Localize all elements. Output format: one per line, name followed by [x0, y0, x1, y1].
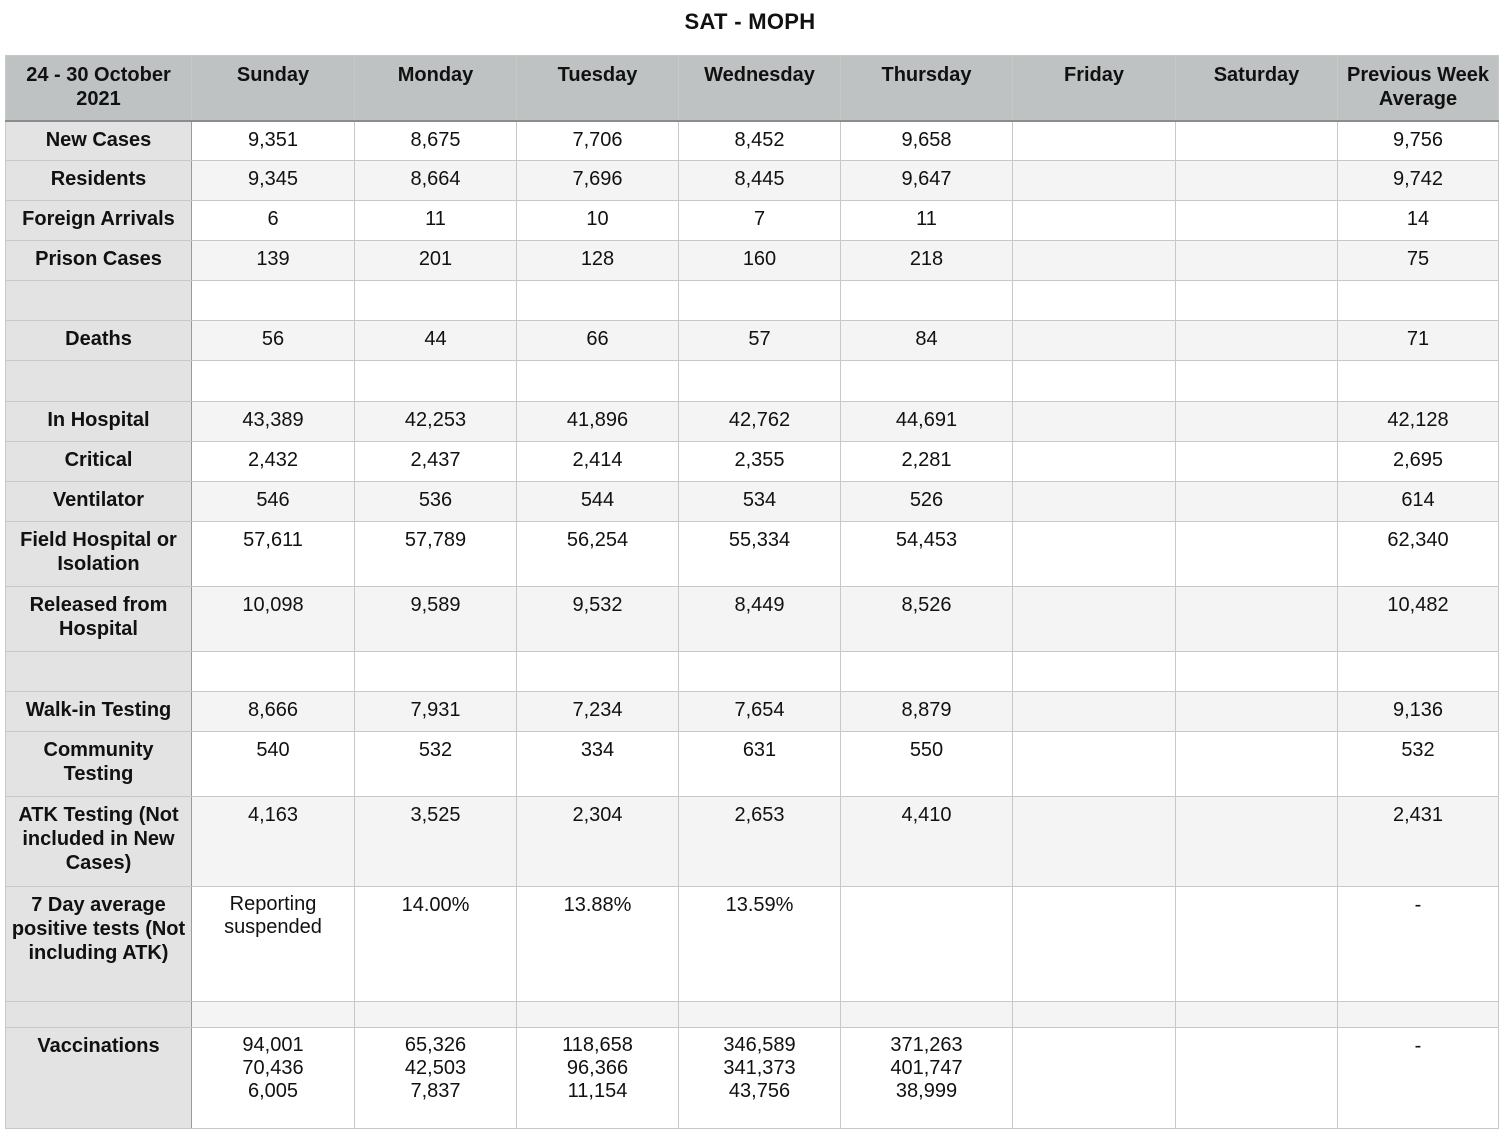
dose-2: 341,373	[723, 1057, 796, 1079]
cell-friday	[1013, 121, 1176, 161]
cell-thursday: 550	[841, 732, 1013, 797]
cell-sunday	[192, 1028, 355, 1129]
cell-saturday	[1176, 321, 1338, 361]
dose-2: 401,747	[890, 1057, 963, 1079]
cell-monday	[355, 1028, 517, 1129]
cell-friday	[1013, 241, 1176, 281]
cell-wednesday: 160	[679, 241, 841, 281]
cell-thursday: 54,453	[841, 522, 1013, 587]
cell-monday: 44	[355, 321, 517, 361]
cell-tuesday: 13.88%	[517, 887, 679, 1002]
cell-monday: 536	[355, 482, 517, 522]
cell-saturday	[1176, 692, 1338, 732]
cell-sunday: 56	[192, 321, 355, 361]
row-positive-rate	[6, 887, 1499, 1002]
cell-tuesday: 41,896	[517, 402, 679, 442]
cell-tuesday: 66	[517, 321, 679, 361]
row-label: Foreign Arrivals	[6, 201, 192, 241]
cell-saturday	[1176, 732, 1338, 797]
cell-sunday: 546	[192, 482, 355, 522]
dose-1: 65,326	[404, 1034, 467, 1056]
row-label: Prison Cases	[6, 241, 192, 281]
row-label: ATK Testing (Not included in New Cases)	[6, 797, 192, 887]
row-label: New Cases	[6, 121, 192, 161]
cell-thursday	[841, 887, 1013, 1002]
cell-prev-avg: 62,340	[1338, 522, 1499, 587]
cell-friday	[1013, 732, 1176, 797]
cell-prev-avg: 614	[1338, 482, 1499, 522]
cell-tuesday: 7,696	[517, 161, 679, 201]
cell-monday: 532	[355, 732, 517, 797]
cell-saturday	[1176, 241, 1338, 281]
dose-3: 38,999	[895, 1080, 958, 1102]
cell-thursday: 4,410	[841, 797, 1013, 887]
dose-1: 94,001	[242, 1034, 304, 1056]
cell-friday	[1013, 522, 1176, 587]
covid-stats-table	[5, 55, 1499, 1129]
day-header-monday: Monday	[355, 56, 517, 121]
row-community-testing	[6, 732, 1499, 797]
cell-sunday: 9,351	[192, 121, 355, 161]
cell-prev-avg: 75	[1338, 241, 1499, 281]
cell-tuesday: 9,532	[517, 587, 679, 652]
cell-thursday: 218	[841, 241, 1013, 281]
cell-wednesday: 534	[679, 482, 841, 522]
cell-tuesday: 2,414	[517, 442, 679, 482]
dose-2: 42,503	[404, 1057, 467, 1079]
row-label: Vaccinations	[6, 1028, 192, 1129]
dose-3: 6,005	[247, 1080, 299, 1102]
cell-prev-avg: -	[1338, 887, 1499, 1002]
cell-friday	[1013, 161, 1176, 201]
row-label: Field Hospital or Isolation	[6, 522, 192, 587]
cell-wednesday: 8,449	[679, 587, 841, 652]
cell-friday	[1013, 321, 1176, 361]
cell-tuesday: 7,706	[517, 121, 679, 161]
day-header-tuesday: Tuesday	[517, 56, 679, 121]
cell-wednesday: 8,445	[679, 161, 841, 201]
row-walk-in-testing	[6, 692, 1499, 732]
page-title: SAT - MOPH	[684, 9, 816, 34]
row-field-hospital	[6, 522, 1499, 587]
cell-wednesday: 13.59%	[679, 887, 841, 1002]
cell-wednesday: 631	[679, 732, 841, 797]
cell-tuesday: 7,234	[517, 692, 679, 732]
cell-monday: 3,525	[355, 797, 517, 887]
cell-thursday: 9,647	[841, 161, 1013, 201]
row-label: Deaths	[6, 321, 192, 361]
cell-tuesday: 56,254	[517, 522, 679, 587]
cell-wednesday: 42,762	[679, 402, 841, 442]
spacer-row	[6, 361, 1499, 402]
cell-tuesday: 2,304	[517, 797, 679, 887]
cell-tuesday	[517, 1028, 679, 1129]
cell-monday: 9,589	[355, 587, 517, 652]
day-header-saturday: Saturday	[1176, 56, 1338, 121]
cell-sunday: 4,163	[192, 797, 355, 887]
cell-monday: 42,253	[355, 402, 517, 442]
cell-thursday: 526	[841, 482, 1013, 522]
cell-prev-avg: 532	[1338, 732, 1499, 797]
cell-thursday: 8,879	[841, 692, 1013, 732]
cell-saturday	[1176, 161, 1338, 201]
cell-monday: 14.00%	[355, 887, 517, 1002]
cell-friday	[1013, 587, 1176, 652]
cell-saturday	[1176, 797, 1338, 887]
dose-2: 96,366	[566, 1057, 629, 1079]
dose-1: 371,263	[890, 1034, 963, 1056]
dose-3: 11,154	[567, 1080, 628, 1102]
cell-wednesday: 55,334	[679, 522, 841, 587]
row-label: In Hospital	[6, 402, 192, 442]
cell-thursday: 8,526	[841, 587, 1013, 652]
cell-thursday: 44,691	[841, 402, 1013, 442]
cell-wednesday: 7,654	[679, 692, 841, 732]
row-released	[6, 587, 1499, 652]
cell-tuesday: 544	[517, 482, 679, 522]
spacer-row	[6, 652, 1499, 692]
cell-prev-avg: 71	[1338, 321, 1499, 361]
row-critical	[6, 442, 1499, 482]
row-deaths	[6, 321, 1499, 361]
dose-1: 346,589	[723, 1034, 796, 1056]
cell-saturday	[1176, 1028, 1338, 1129]
spacer-row	[6, 281, 1499, 321]
cell-friday	[1013, 442, 1176, 482]
header-row	[6, 56, 1499, 121]
cell-sunday: 2,432	[192, 442, 355, 482]
row-label: Walk-in Testing	[6, 692, 192, 732]
cell-thursday: 2,281	[841, 442, 1013, 482]
cell-thursday: 9,658	[841, 121, 1013, 161]
cell-thursday	[841, 1028, 1013, 1129]
cell-monday: 201	[355, 241, 517, 281]
cell-prev-avg: 14	[1338, 201, 1499, 241]
row-label: Residents	[6, 161, 192, 201]
cell-monday: 8,675	[355, 121, 517, 161]
cell-friday	[1013, 692, 1176, 732]
cell-sunday: 6	[192, 201, 355, 241]
cell-monday: 57,789	[355, 522, 517, 587]
cell-wednesday: 2,653	[679, 797, 841, 887]
cell-sunday: 9,345	[192, 161, 355, 201]
cell-saturday	[1176, 121, 1338, 161]
row-label: Community Testing	[6, 732, 192, 797]
cell-saturday	[1176, 482, 1338, 522]
cell-sunday: Reporting suspended	[192, 887, 355, 1002]
cell-sunday: 8,666	[192, 692, 355, 732]
row-new-cases	[6, 121, 1499, 161]
row-ventilator	[6, 482, 1499, 522]
cell-sunday: 57,611	[192, 522, 355, 587]
dose-1: 118,658	[562, 1034, 633, 1056]
dose-2: 70,436	[242, 1057, 304, 1079]
cell-wednesday: 57	[679, 321, 841, 361]
cell-friday	[1013, 482, 1176, 522]
cell-saturday	[1176, 587, 1338, 652]
row-label: Critical	[6, 442, 192, 482]
date-range-header: 24 - 30 October 2021	[6, 56, 192, 121]
row-label: Released from Hospital	[6, 587, 192, 652]
day-header-wednesday: Wednesday	[679, 56, 841, 121]
cell-tuesday: 334	[517, 732, 679, 797]
day-header-thursday: Thursday	[841, 56, 1013, 121]
dose-3: 7,837	[410, 1080, 461, 1102]
cell-wednesday: 8,452	[679, 121, 841, 161]
cell-wednesday: 7	[679, 201, 841, 241]
prev-week-avg-header: Previous Week Average	[1338, 56, 1499, 121]
row-prison-cases	[6, 241, 1499, 281]
cell-prev-avg: 9,756	[1338, 121, 1499, 161]
cell-prev-avg: 10,482	[1338, 587, 1499, 652]
row-residents	[6, 161, 1499, 201]
cell-monday: 11	[355, 201, 517, 241]
cell-sunday: 540	[192, 732, 355, 797]
cell-saturday	[1176, 201, 1338, 241]
cell-friday	[1013, 402, 1176, 442]
row-atk-testing	[6, 797, 1499, 887]
cell-friday	[1013, 797, 1176, 887]
cell-monday: 2,437	[355, 442, 517, 482]
cell-friday	[1013, 887, 1176, 1002]
cell-sunday: 139	[192, 241, 355, 281]
row-label: Ventilator	[6, 482, 192, 522]
dose-3: 43,756	[728, 1080, 791, 1102]
day-header-friday: Friday	[1013, 56, 1176, 121]
row-vaccinations	[6, 1028, 1499, 1129]
cell-wednesday: 2,355	[679, 442, 841, 482]
cell-sunday: 43,389	[192, 402, 355, 442]
cell-wednesday	[679, 1028, 841, 1129]
row-in-hospital	[6, 402, 1499, 442]
day-header-sunday: Sunday	[192, 56, 355, 121]
cell-prev-avg: 2,431	[1338, 797, 1499, 887]
cell-saturday	[1176, 402, 1338, 442]
row-foreign-arrivals	[6, 201, 1499, 241]
cell-monday: 7,931	[355, 692, 517, 732]
cell-monday: 8,664	[355, 161, 517, 201]
cell-tuesday: 10	[517, 201, 679, 241]
cell-thursday: 11	[841, 201, 1013, 241]
cell-friday	[1013, 201, 1176, 241]
cell-tuesday: 128	[517, 241, 679, 281]
cell-prev-avg: 9,136	[1338, 692, 1499, 732]
cell-saturday	[1176, 442, 1338, 482]
cell-saturday	[1176, 887, 1338, 1002]
cell-friday	[1013, 1028, 1176, 1129]
spacer-row	[6, 1002, 1499, 1028]
cell-prev-avg: 9,742	[1338, 161, 1499, 201]
row-label: 7 Day average positive tests (Not including ATK)	[6, 887, 192, 1002]
cell-saturday	[1176, 522, 1338, 587]
cell-sunday: 10,098	[192, 587, 355, 652]
cell-prev-avg: 2,695	[1338, 442, 1499, 482]
cell-prev-avg: 42,128	[1338, 402, 1499, 442]
cell-prev-avg: -	[1338, 1028, 1499, 1129]
cell-thursday: 84	[841, 321, 1013, 361]
